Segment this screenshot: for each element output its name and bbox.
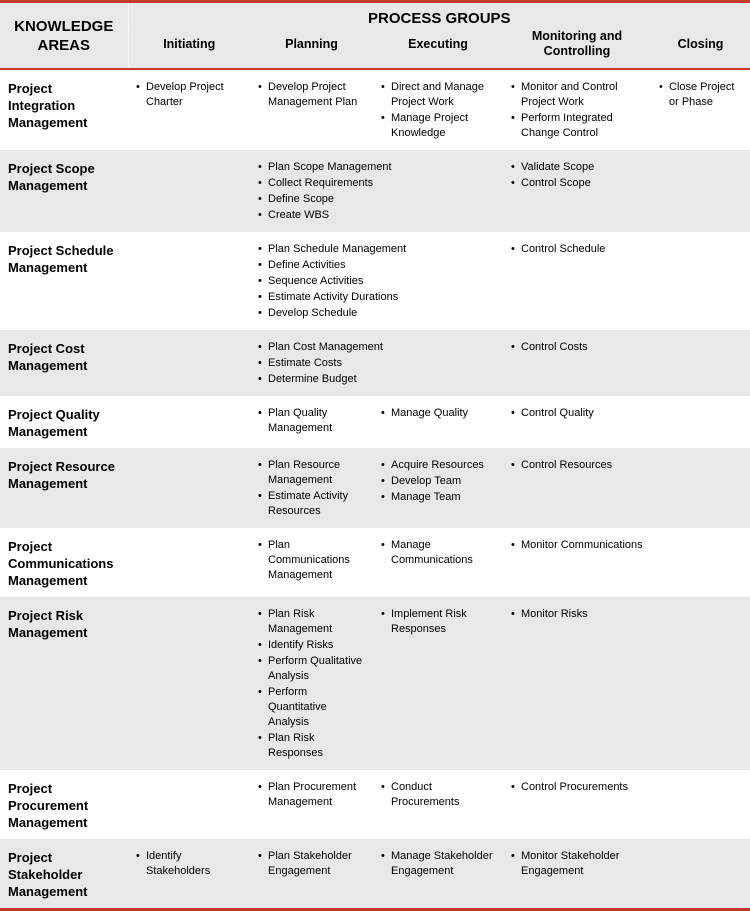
process-cell-closing bbox=[651, 528, 750, 597]
process-item: • Manage Team bbox=[380, 490, 495, 505]
knowledge-area-cell: Project Communications Management bbox=[8, 539, 114, 588]
process-cell-monitoring-controlling bbox=[503, 839, 651, 910]
process-cell-initiating bbox=[128, 396, 250, 448]
process-cell-monitoring-controlling bbox=[503, 232, 651, 330]
knowledge-area-cell: Project Quality Management bbox=[8, 407, 100, 439]
process-item: • Plan Scope Management bbox=[257, 160, 495, 175]
process-item: • Control Schedule bbox=[510, 242, 643, 257]
process-cell-closing bbox=[651, 232, 750, 330]
process-item: • Perform Integrated Change Control bbox=[510, 111, 643, 141]
process-item: • Control Costs bbox=[510, 340, 643, 355]
process-list bbox=[380, 80, 495, 141]
table-row bbox=[0, 69, 750, 150]
process-cell-closing bbox=[651, 330, 750, 396]
process-cell-monitoring-controlling bbox=[503, 330, 651, 396]
process-list bbox=[380, 780, 495, 810]
process-list bbox=[510, 340, 643, 355]
knowledge-area-cell: Project Schedule Management bbox=[8, 243, 114, 275]
process-item: • Develop Project Charter bbox=[135, 80, 242, 110]
process-item: • Collect Requirements bbox=[257, 176, 495, 191]
process-cell-planning bbox=[250, 770, 373, 839]
process-item: • Control Quality bbox=[510, 406, 643, 421]
table-header bbox=[0, 2, 750, 70]
process-item: • Determine Budget bbox=[257, 372, 495, 387]
column-header-executing: Executing bbox=[373, 27, 503, 69]
process-cell-planning bbox=[250, 448, 373, 528]
process-cell-executing bbox=[373, 69, 503, 150]
process-list bbox=[257, 160, 495, 223]
process-list bbox=[510, 242, 643, 257]
process-list bbox=[510, 160, 643, 191]
process-cell-initiating bbox=[128, 597, 250, 770]
process-item: • Develop Schedule bbox=[257, 306, 495, 321]
process-item: • Plan Cost Management bbox=[257, 340, 495, 355]
process-item: • Plan Stakeholder Engagement bbox=[257, 849, 365, 879]
process-item: • Estimate Costs bbox=[257, 356, 495, 371]
process-item: • Plan Communications Management bbox=[257, 538, 365, 583]
knowledge-area-cell: Project Integration Management bbox=[8, 81, 88, 130]
process-cell-planning bbox=[250, 839, 373, 910]
knowledge-areas-header: KNOWLEDGE AREAS bbox=[0, 2, 128, 70]
process-cell-closing bbox=[651, 839, 750, 910]
process-item: • Estimate Activity Durations bbox=[257, 290, 495, 305]
process-item: • Define Scope bbox=[257, 192, 495, 207]
process-cell-initiating bbox=[128, 448, 250, 528]
process-list bbox=[510, 780, 643, 795]
column-header-planning: Planning bbox=[250, 27, 373, 69]
process-list bbox=[257, 340, 495, 387]
process-item: • Manage Stakeholder Engagement bbox=[380, 849, 495, 879]
knowledge-area-cell: Project Cost Management bbox=[0, 330, 128, 396]
process-item: • Control Procurements bbox=[510, 780, 643, 795]
knowledge-area-cell: Project Procurement Management bbox=[8, 781, 89, 830]
process-item: • Conduct Procurements bbox=[380, 780, 495, 810]
process-cell-monitoring-controlling bbox=[503, 528, 651, 597]
process-cell-initiating bbox=[128, 150, 250, 232]
process-list bbox=[257, 458, 365, 519]
process-cell-monitoring-controlling bbox=[503, 396, 651, 448]
process-cell-closing bbox=[651, 150, 750, 232]
process-cell-closing bbox=[651, 396, 750, 448]
process-list bbox=[257, 406, 365, 436]
process-item: • Estimate Activity Resources bbox=[257, 489, 365, 519]
process-item: • Close Project or Phase bbox=[658, 80, 742, 110]
process-cell-closing bbox=[651, 770, 750, 839]
process-list bbox=[135, 849, 242, 879]
process-list bbox=[510, 406, 643, 421]
process-list bbox=[380, 607, 495, 637]
process-list bbox=[380, 849, 495, 879]
process-list bbox=[510, 538, 643, 553]
process-list bbox=[257, 242, 495, 321]
process-cell-executing bbox=[373, 770, 503, 839]
process-item: • Direct and Manage Project Work bbox=[380, 80, 495, 110]
table-row bbox=[0, 770, 750, 839]
process-cell-monitoring-controlling bbox=[503, 150, 651, 232]
table-row bbox=[0, 448, 750, 528]
process-list bbox=[257, 607, 365, 761]
process-cell-initiating bbox=[128, 770, 250, 839]
process-list bbox=[380, 458, 495, 505]
process-item: • Plan Procurement Management bbox=[257, 780, 365, 810]
process-cell-closing bbox=[651, 69, 750, 150]
process-item: • Validate Scope bbox=[510, 160, 643, 175]
process-cell-closing bbox=[651, 597, 750, 770]
process-cell-planning bbox=[250, 396, 373, 448]
process-list bbox=[257, 538, 365, 583]
process-cell-initiating bbox=[128, 232, 250, 330]
process-item: • Control Resources bbox=[510, 458, 643, 473]
process-cell-initiating bbox=[128, 69, 250, 150]
column-header-monitoring-controlling: Monitoring and Controlling bbox=[503, 27, 651, 69]
process-groups-header: PROCESS GROUPS bbox=[128, 2, 750, 28]
process-cell-planning bbox=[250, 69, 373, 150]
knowledge-area-cell: Project Scope Management bbox=[0, 150, 128, 232]
process-cell-executing bbox=[373, 839, 503, 910]
process-item: • Plan Quality Management bbox=[257, 406, 365, 436]
table-row bbox=[0, 150, 750, 232]
table-row bbox=[0, 330, 750, 396]
process-cell-initiating bbox=[128, 330, 250, 396]
process-list bbox=[135, 80, 242, 110]
process-cell-executing bbox=[373, 528, 503, 597]
process-item: • Monitor Risks bbox=[510, 607, 643, 622]
table-row bbox=[0, 232, 750, 330]
process-item: • Define Activities bbox=[257, 258, 495, 273]
process-item: • Identify Stakeholders bbox=[135, 849, 242, 879]
process-item: • Identify Risks bbox=[257, 638, 365, 653]
process-list bbox=[658, 80, 742, 110]
knowledge-area-cell: Project Resource Management bbox=[0, 448, 128, 528]
knowledge-area-cell: Project Risk Management bbox=[0, 597, 128, 770]
process-list bbox=[510, 607, 643, 622]
process-item: • Perform Qualitative Analysis bbox=[257, 654, 365, 684]
process-item: • Plan Risk Responses bbox=[257, 731, 365, 761]
process-item: • Control Scope bbox=[510, 176, 643, 191]
process-cell-executing bbox=[373, 396, 503, 448]
process-item: • Implement Risk Responses bbox=[380, 607, 495, 637]
table-row bbox=[0, 597, 750, 770]
process-item: • Monitor Stakeholder Engagement bbox=[510, 849, 643, 879]
process-cell-initiating bbox=[128, 528, 250, 597]
process-list bbox=[380, 406, 495, 421]
process-list bbox=[510, 458, 643, 473]
process-item: • Sequence Activities bbox=[257, 274, 495, 289]
process-cell-executing bbox=[373, 597, 503, 770]
process-cell-executing bbox=[373, 448, 503, 528]
process-list bbox=[510, 80, 643, 141]
process-cell-monitoring-controlling bbox=[503, 69, 651, 150]
process-cell-planning bbox=[250, 528, 373, 597]
process-item: • Plan Resource Management bbox=[257, 458, 365, 488]
process-list bbox=[510, 849, 643, 879]
process-cell-closing bbox=[651, 448, 750, 528]
process-item: • Create WBS bbox=[257, 208, 495, 223]
process-item: • Develop Team bbox=[380, 474, 495, 489]
process-list bbox=[257, 780, 365, 810]
process-list bbox=[257, 849, 365, 879]
table-body bbox=[0, 69, 750, 910]
table-row bbox=[0, 396, 750, 448]
column-header-initiating: Initiating bbox=[128, 27, 250, 69]
process-item: • Manage Quality bbox=[380, 406, 495, 421]
process-cell-monitoring-controlling bbox=[503, 448, 651, 528]
process-item: • Manage Communications bbox=[380, 538, 495, 568]
process-cell-planning bbox=[250, 597, 373, 770]
process-cell-planning bbox=[250, 232, 503, 330]
process-item: • Acquire Resources bbox=[380, 458, 495, 473]
knowledge-area-cell: Project Stakeholder Management bbox=[0, 839, 128, 910]
process-item: • Perform Quantitative Analysis bbox=[257, 685, 365, 730]
process-item: • Plan Risk Management bbox=[257, 607, 365, 637]
process-cell-planning bbox=[250, 150, 503, 232]
process-item: • Plan Schedule Management bbox=[257, 242, 495, 257]
process-item: • Monitor Communications bbox=[510, 538, 643, 553]
process-item: • Develop Project Management Plan bbox=[257, 80, 365, 110]
table-row bbox=[0, 528, 750, 597]
process-cell-monitoring-controlling bbox=[503, 597, 651, 770]
process-item: • Monitor and Control Project Work bbox=[510, 80, 643, 110]
process-item: • Manage Project Knowledge bbox=[380, 111, 495, 141]
process-list bbox=[380, 538, 495, 568]
process-cell-monitoring-controlling bbox=[503, 770, 651, 839]
process-cell-initiating bbox=[128, 839, 250, 910]
process-cell-planning bbox=[250, 330, 503, 396]
process-list bbox=[257, 80, 365, 110]
column-header-closing: Closing bbox=[651, 27, 750, 69]
table-row bbox=[0, 839, 750, 910]
